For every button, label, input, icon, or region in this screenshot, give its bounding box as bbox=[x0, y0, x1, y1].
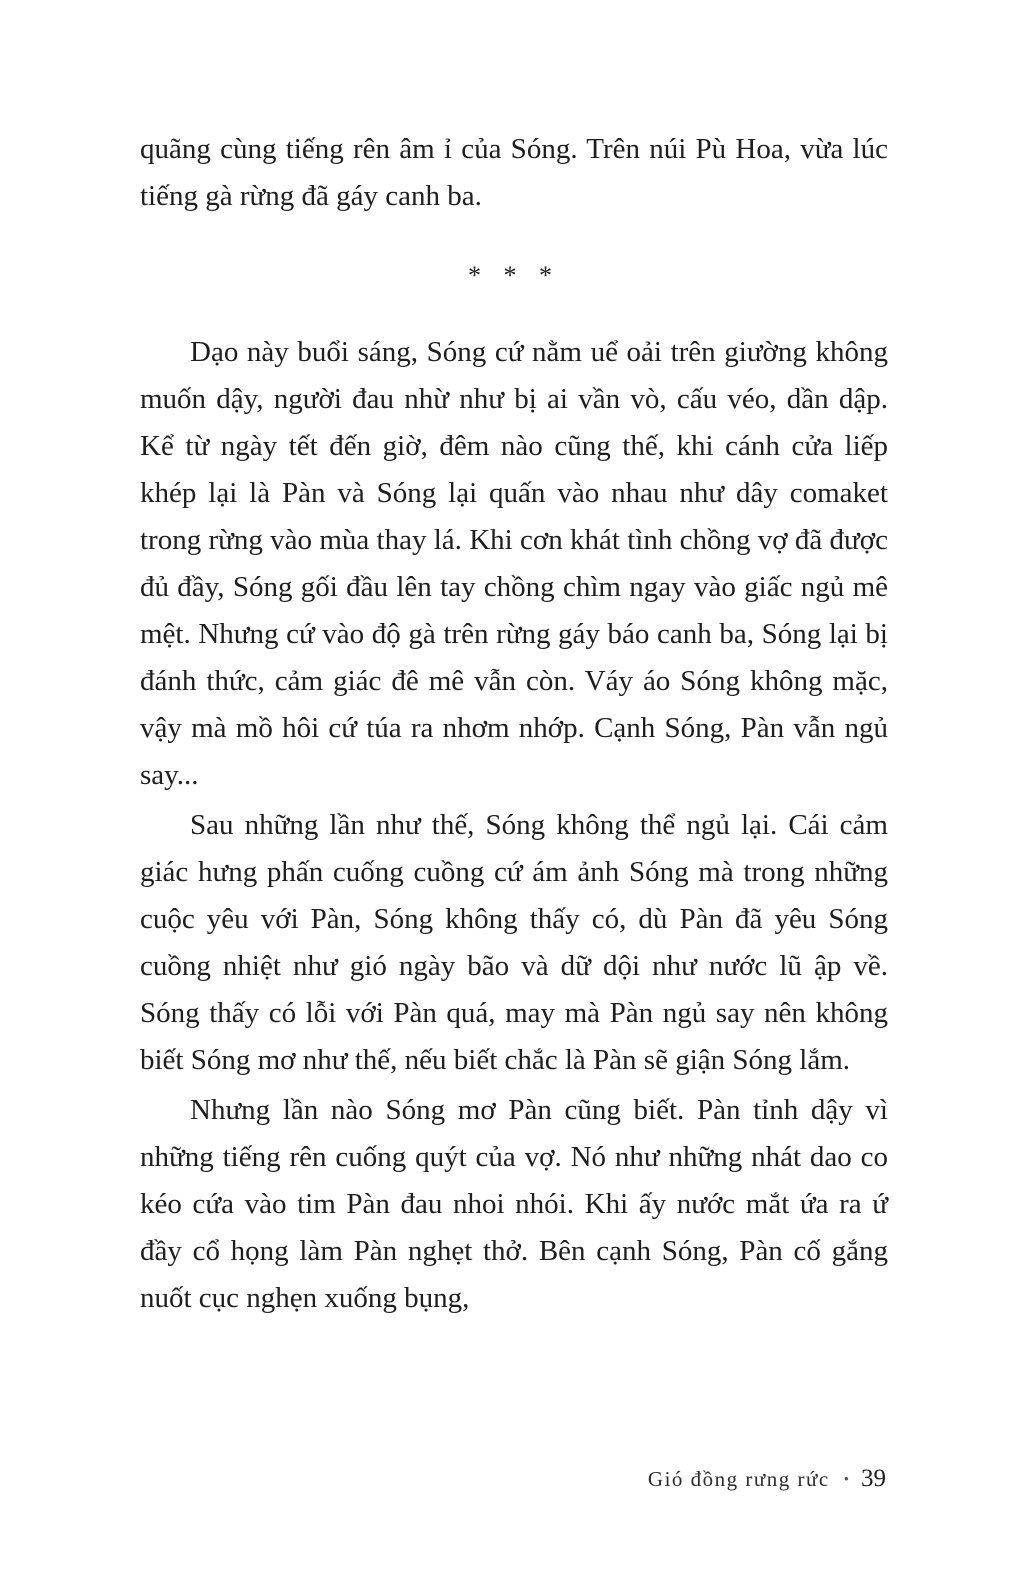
paragraph: Dạo này buổi sáng, Sóng cứ nằm uể oải trên giường không muốn dậy, người đau nhừ như bị ai vần vò, cấu véo, dần dập. Kể từ ngày tết đến giờ, đêm nào cũng thế, khi cánh cửa liếp khép lại là Pàn và Sóng lại quấn vào nhau như dây comaket trong rừng vào mùa thay lá. Khi cơn khát tình chồng vợ đã được đủ đầy, Sóng gối đầu lên tay chồng chìm ngay vào giấc ngủ mê mệt. Nhưng cứ vào độ gà trên rừng gáy báo canh ba, Sóng lại bị đánh thức, cảm giác đê mê vẫn còn. Váy áo Sóng không mặc, vậy mà mồ hôi cứ túa ra nhơm nhớp. Cạnh Sóng, Pàn vẫn ngủ say... bbox=[140, 336, 888, 791]
page-footer bbox=[648, 1465, 886, 1493]
page-number: 39 bbox=[861, 1465, 886, 1492]
paragraph: Sau những lần như thế, Sóng không thể ngủ lại. Cái cảm giác hưng phấn cuống cuồng cứ ám ảnh Sóng mà trong những cuộc yêu với Pàn, Sóng không thấy có, dù Pàn đã yêu Sóng cuồng nhiệt như gió ngày bão và dữ dội như nước lũ ập về. Sóng thấy có lỗi với Pàn quá, may mà Pàn ngủ say nên không biết Sóng mơ như thế, nếu biết chắc là Pàn sẽ giận Sóng lắm. bbox=[140, 809, 888, 1076]
page-text-block bbox=[140, 126, 888, 1322]
paragraph-continuation: quãng cùng tiếng rên âm ỉ của Sóng. Trên núi Pù Hoa, vừa lúc tiếng gà rừng đã gáy canh ba. bbox=[140, 133, 888, 212]
running-title: Gió đồng rưng rức bbox=[647, 1467, 830, 1491]
paragraph: Nhưng lần nào Sóng mơ Pàn cũng biết. Pàn tỉnh dậy vì những tiếng rên cuống quýt của vợ. Nó như những nhát dao co kéo cứa vào tim Pàn đau nhoi nhói. Khi ấy nước mắt ứa ra ứ đầy cổ họng làm Pàn nghẹt thở. Bên cạnh Sóng, Pàn cố gắng nuốt cục nghẹn xuống bụng, bbox=[140, 1094, 888, 1314]
section-separator: * * * bbox=[468, 261, 560, 290]
footer-separator-dot: • bbox=[843, 1472, 849, 1488]
